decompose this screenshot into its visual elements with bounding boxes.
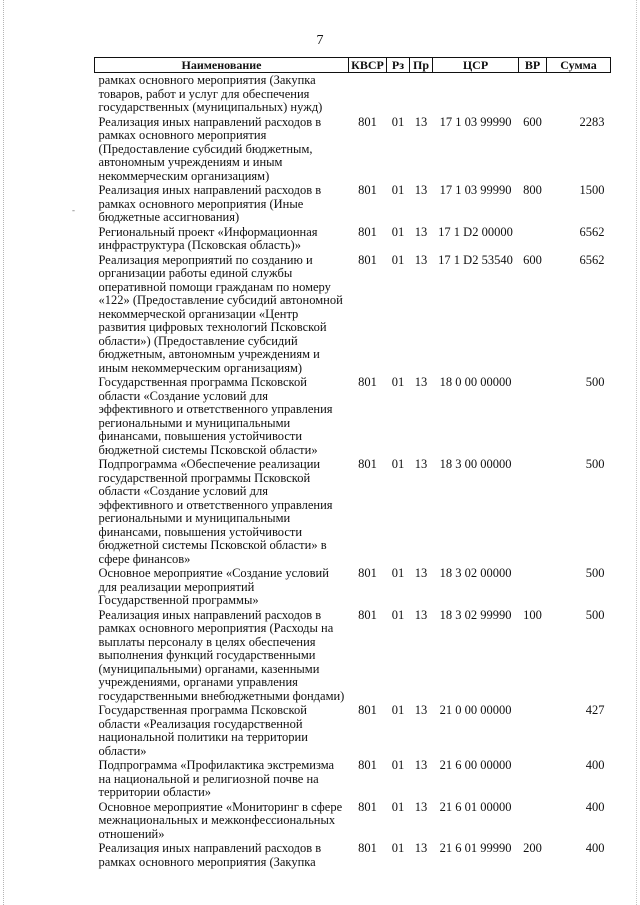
row-vr: 600 bbox=[523, 114, 542, 129]
row-name: Реализация иных направлений расходов в рамках основного мероприятия (Закупка bbox=[98, 841, 322, 869]
row-name: Государственная программа Псковской области «Создание условий для эффективного и ответственного управления региональными и муниципальными финансами, повышения устойчивости бюджетной системы Псковской области» bbox=[98, 375, 333, 457]
row-vr bbox=[519, 703, 547, 758]
header-kvsr: КВСР bbox=[349, 58, 387, 73]
row-csr: 21 6 01 00000 bbox=[439, 799, 512, 814]
row-pr: 13 bbox=[414, 703, 428, 717]
row-pr: 13 bbox=[414, 114, 428, 129]
row-rz: 01 bbox=[391, 183, 405, 197]
header-sum: Сумма bbox=[547, 58, 611, 73]
row-name: Основное мероприятие «Мониторинг в сфере межнациональных и межконфессиональных отношений» bbox=[98, 799, 343, 841]
header-csr: ЦСР bbox=[433, 58, 519, 73]
row-vr: 200 bbox=[523, 841, 542, 855]
row-pr: 13 bbox=[414, 252, 428, 267]
row-name: Основное мероприятие «Создание условий для реализации мероприятий Государственной программы» bbox=[98, 566, 329, 607]
header-vr: ВР bbox=[519, 58, 547, 73]
row-vr: 600 bbox=[523, 252, 542, 267]
row-vr bbox=[519, 758, 547, 800]
row-vr: 800 bbox=[523, 183, 542, 197]
row-name: Реализация иных направлений расходов в рамках основного мероприятия (Расходы на выплаты персоналу в целях обеспечения выполнения функций государственными (муниципальными) органами, казенными учреждениями, органами управления государственными внебюджетными фондами) bbox=[98, 607, 345, 703]
row-rz: 01 bbox=[391, 375, 405, 389]
row-pr: 13 bbox=[414, 457, 428, 471]
row-csr: 18 3 02 00000 bbox=[439, 566, 512, 580]
row-csr: 21 6 01 99990 bbox=[439, 841, 512, 855]
row-name: Реализация мероприятий по созданию и организации работы единой службы оперативной помощи гражданам по номеру «122» (Предоставление субсидий автономной некоммерческой организации «Центр развития цифровых технологий Псковской области») (Предоставление субсидий бюджетным, автономным учреждениям и иным некоммерческим организациям) bbox=[98, 252, 343, 375]
table-row bbox=[95, 115, 611, 184]
right-scan-edge bbox=[634, 0, 637, 905]
row-kvsr: 801 bbox=[358, 758, 377, 772]
row-pr: 13 bbox=[414, 841, 428, 855]
left-scan-edge bbox=[3, 0, 6, 905]
row-kvsr: 801 bbox=[358, 252, 377, 267]
row-pr: 13 bbox=[414, 375, 428, 389]
row-kvsr: 801 bbox=[358, 183, 377, 197]
row-vr bbox=[519, 73, 547, 115]
row-csr: 21 0 00 00000 bbox=[439, 703, 512, 717]
row-sum: 400 bbox=[585, 841, 605, 855]
row-kvsr: 801 bbox=[358, 841, 377, 855]
table-row bbox=[95, 566, 611, 608]
row-csr: 18 3 00 00000 bbox=[439, 457, 512, 471]
row-name: рамках основного мероприятия (Закупка товаров, работ и услуг для обеспечения государственных (муниципальных) нужд) bbox=[98, 73, 323, 114]
table-row bbox=[95, 758, 611, 800]
table-row bbox=[95, 183, 611, 225]
scan-speck: - bbox=[72, 205, 75, 215]
row-sum: 500 bbox=[585, 607, 605, 622]
row-kvsr: 801 bbox=[358, 607, 377, 622]
row-kvsr bbox=[349, 73, 387, 115]
row-sum: 500 bbox=[585, 566, 605, 580]
row-csr: 21 6 00 00000 bbox=[439, 758, 512, 772]
row-pr: 13 bbox=[414, 758, 428, 772]
row-csr: 17 1 D2 53540 bbox=[438, 252, 513, 267]
row-rz: 01 bbox=[391, 566, 405, 580]
row-sum: 6562 bbox=[579, 252, 605, 267]
row-kvsr: 801 bbox=[358, 566, 377, 580]
row-vr bbox=[519, 566, 547, 608]
row-rz bbox=[387, 73, 410, 115]
table-row bbox=[95, 841, 611, 869]
row-sum bbox=[547, 73, 611, 115]
row-pr: 13 bbox=[414, 183, 428, 197]
row-kvsr: 801 bbox=[358, 799, 377, 814]
row-sum: 400 bbox=[585, 799, 605, 814]
row-rz: 01 bbox=[391, 224, 405, 239]
row-vr bbox=[519, 457, 547, 566]
table-row bbox=[95, 225, 611, 253]
row-sum: 2283 bbox=[579, 114, 605, 129]
row-name: Региональный проект «Информационная инфраструктура (Псковская область)» bbox=[98, 224, 318, 252]
row-name: Реализация иных направлений расходов в рамках основного мероприятия (Иные бюджетные ассигнования) bbox=[98, 183, 322, 224]
row-sum: 500 bbox=[585, 457, 605, 471]
row-sum: 500 bbox=[585, 375, 605, 389]
table-header-row bbox=[95, 58, 611, 73]
row-kvsr: 801 bbox=[358, 703, 377, 717]
row-name: Реализация иных направлений расходов в рамках основного мероприятия (Предоставление субсидий бюджетным, автономным учреждениям и иным некоммерческим организациям) bbox=[98, 114, 322, 183]
row-vr bbox=[519, 375, 547, 457]
header-rz: Рз bbox=[387, 58, 410, 73]
row-kvsr: 801 bbox=[358, 114, 377, 129]
row-rz: 01 bbox=[391, 841, 405, 855]
row-rz: 01 bbox=[391, 114, 405, 129]
row-rz: 01 bbox=[391, 758, 405, 772]
table-row bbox=[95, 457, 611, 566]
row-rz: 01 bbox=[391, 457, 405, 471]
row-name: Подпрограмма «Обеспечение реализации государственной программы Псковской области «Создание условий для эффективного и ответственного управления региональными и муниципальными финансами, повышения устойчивости бюджетной системы Псковской области» в сфере финансов» bbox=[98, 457, 333, 566]
table-row bbox=[95, 800, 611, 842]
row-name: Государственная программа Псковской области «Реализация государственной национальной политики на территории области» bbox=[98, 703, 308, 758]
row-vr bbox=[519, 225, 547, 253]
row-rz: 01 bbox=[391, 607, 405, 622]
row-pr: 13 bbox=[414, 566, 428, 580]
row-csr: 17 1 03 99990 bbox=[439, 114, 512, 129]
row-sum: 1500 bbox=[579, 183, 605, 197]
row-sum: 6562 bbox=[579, 224, 605, 239]
row-csr: 18 3 02 99990 bbox=[439, 607, 512, 622]
budget-table bbox=[94, 57, 611, 869]
header-pr: Пр bbox=[410, 58, 433, 73]
row-csr: 18 0 00 00000 bbox=[439, 375, 512, 389]
row-vr bbox=[519, 800, 547, 842]
row-rz: 01 bbox=[391, 703, 405, 717]
row-sum: 400 bbox=[585, 758, 605, 772]
row-kvsr: 801 bbox=[358, 375, 377, 389]
row-name: Подпрограмма «Профилактика экстремизма на национальной и религиозной почве на территории области» bbox=[98, 758, 335, 799]
table-row bbox=[95, 375, 611, 457]
table-row bbox=[95, 703, 611, 758]
row-vr: 100 bbox=[523, 607, 542, 622]
row-pr: 13 bbox=[414, 799, 428, 814]
row-kvsr: 801 bbox=[358, 457, 377, 471]
row-csr bbox=[433, 73, 519, 115]
row-kvsr: 801 bbox=[358, 224, 377, 239]
table-row bbox=[95, 608, 611, 704]
page-number: 7 bbox=[316, 33, 324, 48]
row-csr: 17 1 D2 00000 bbox=[438, 224, 513, 239]
row-rz: 01 bbox=[391, 252, 405, 267]
row-pr bbox=[410, 73, 433, 115]
header-name: Наименование bbox=[95, 58, 349, 73]
table-row bbox=[95, 73, 611, 115]
table-row bbox=[95, 253, 611, 376]
row-pr: 13 bbox=[414, 224, 428, 239]
row-rz: 01 bbox=[391, 799, 405, 814]
row-sum: 427 bbox=[585, 703, 605, 717]
row-csr: 17 1 03 99990 bbox=[439, 183, 512, 197]
row-pr: 13 bbox=[414, 607, 428, 622]
